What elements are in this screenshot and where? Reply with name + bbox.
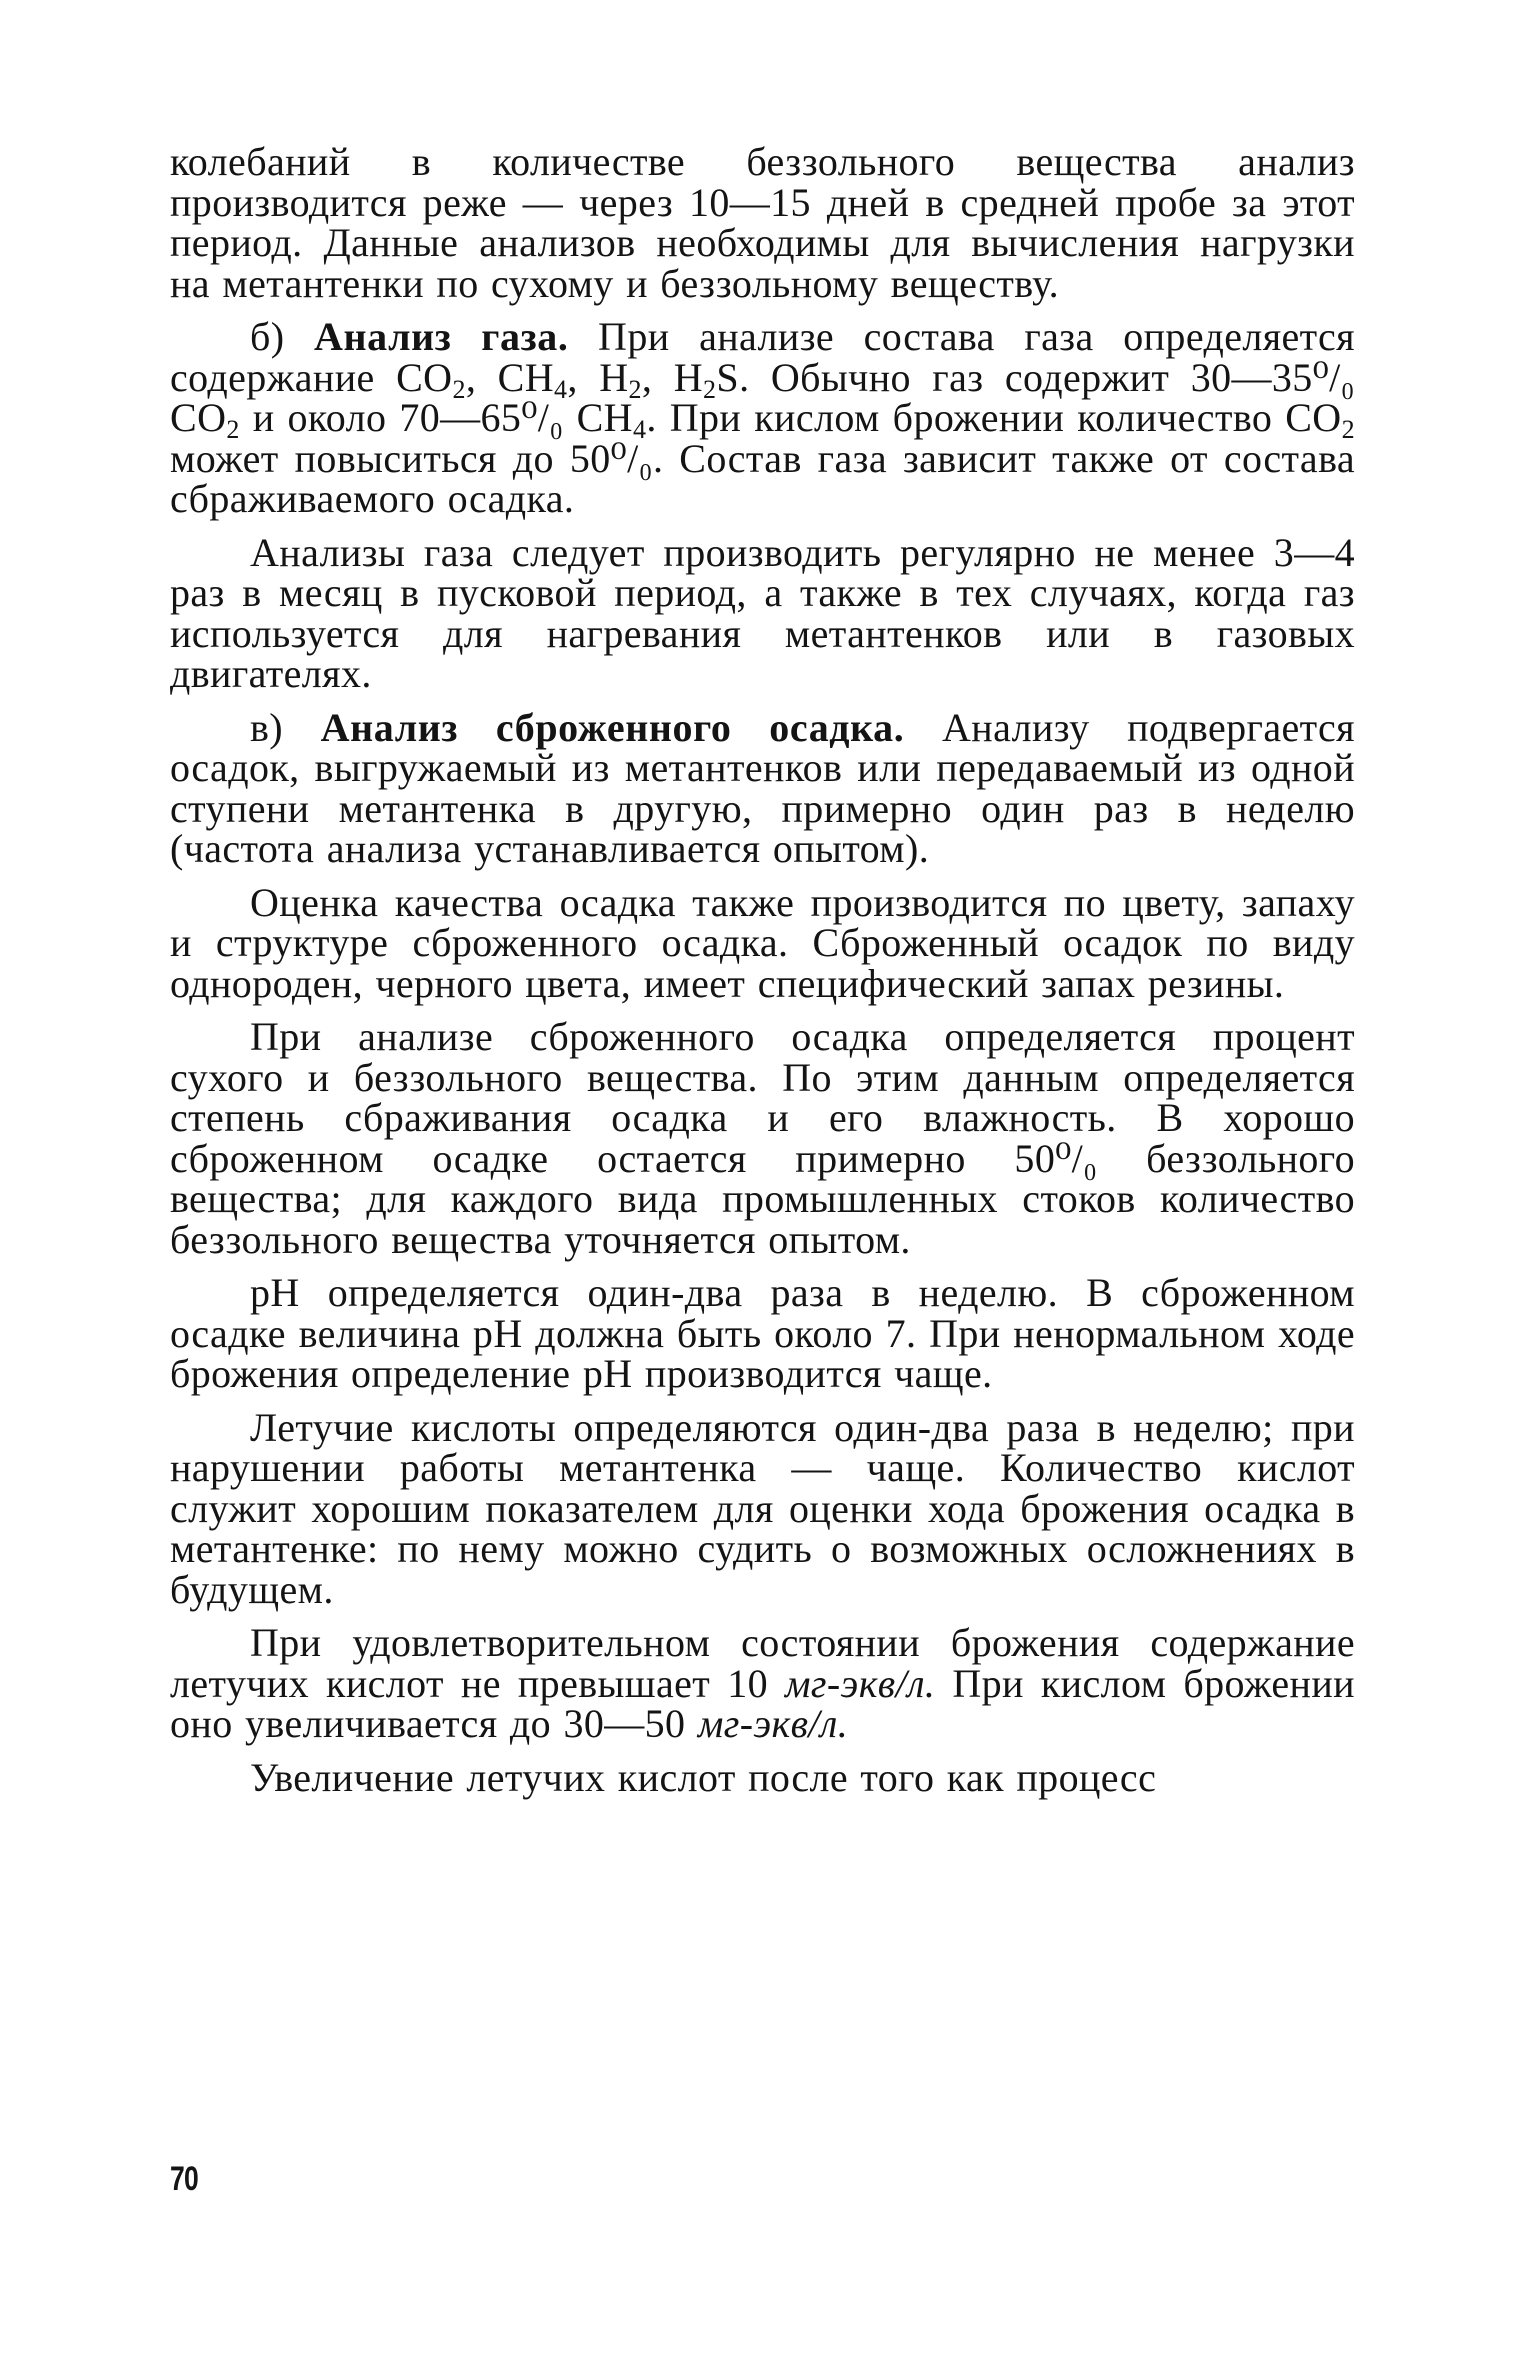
text-run: может повыситься до 50⁰/₀. Состав газа зависит также от состава сбраживаемого осадка. — [170, 435, 1355, 521]
subscript: 2 — [226, 415, 240, 444]
paragraph-digested-sludge-analysis — [170, 704, 1355, 871]
text-run: Анализу подвергается осадок, выгружаемый из метантенков или передаваемый из одной ступени метантенка в другую, примерно один раз в неделю (частота анализа устанавливается опытом). — [170, 704, 1355, 871]
text-run: Анализы газа следует производить регулярно не менее 3—4 раз в месяц в пусковой период, а также в тех случаях, когда газ используется для нагревания метантенков или в газовых двигателях. — [170, 529, 1355, 696]
subscript: 2 — [628, 374, 642, 404]
text-run: Оценка качества осадка также производится по цвету, запаху и структуре сброженного осадка. Сброженный осадок по виду однороден, черного цвета, имеет специфический запах резины. — [170, 879, 1355, 1006]
paragraph-ph — [170, 1270, 1355, 1396]
text-run: При анализе сброженного осадка определяется процент сухого и беззольного вещества. По этим данным определяется степень сбраживания осадка и его влажность. В хорошо сброженном осадке остается примерно 50⁰/₀ беззольного вещества; для каждого вида промышленных стоков количество беззольного вещества уточняется опытом. — [170, 1014, 1355, 1262]
text-run: . При кислом брожении количество CO — [646, 395, 1342, 440]
subscript: 2 — [452, 374, 466, 404]
text-run: и около 70—65⁰/₀ CH — [239, 395, 633, 440]
paragraph-5 — [170, 879, 1355, 1006]
unit-text: мг-экв/л. — [785, 1660, 936, 1706]
text-run: При удовлетворительном состоянии брожения содержание летучих кислот не превышает 10 — [170, 1620, 1355, 1706]
text-run: в) — [250, 704, 321, 750]
paragraph-volatile-acids — [170, 1404, 1355, 1612]
section-heading: Анализ сброженного осадка. — [320, 704, 905, 750]
section-heading: Анализ газа. — [314, 314, 569, 359]
page-number: 70 — [170, 2160, 198, 2198]
text-run: S. Обычно газ содержит 30—35⁰/₀ CO — [170, 354, 1355, 440]
text-run: , H — [567, 354, 629, 400]
paragraph-6 — [170, 1014, 1355, 1262]
text-run: б) — [250, 314, 315, 359]
text-run: Летучие кислоты определяются один-два раза в неделю; при нарушении работы метантенка — чаще. Количество кислот служит хорошим показателем для оценки хода брожения осадка в метантенке: по нему можно судить о возможных осложнениях в будущем. — [170, 1404, 1355, 1612]
subscript: 2 — [703, 374, 717, 404]
subscript: 4 — [632, 415, 647, 444]
subscript: 2 — [1341, 415, 1355, 444]
paragraph-10 — [170, 1754, 1355, 1800]
paragraph-1 — [170, 139, 1355, 306]
text-run: При анализе состава газа определяется содержание CO — [170, 314, 1355, 400]
subscript: 4 — [554, 374, 568, 404]
text-run: , CH — [465, 354, 555, 400]
unit-text: мг-экв/л. — [697, 1701, 849, 1746]
text-run: При кислом брожении оно увеличивается до 30—50 — [170, 1660, 1355, 1746]
paragraph-9 — [170, 1620, 1355, 1746]
page-body — [170, 139, 1355, 1811]
paragraph-3 — [170, 529, 1355, 696]
text-run: Увеличение летучих кислот после того как процесс — [250, 1754, 1157, 1800]
text-run: колебаний в количестве беззольного вещества анализ производится реже — через 10—15 дней в средней пробе за этот период. Данные анализов необходимы для вычисления нагрузки на метантенки по сухому и беззольному веществу. — [170, 139, 1355, 306]
text-run: pH определяется один-два раза в неделю. В сброженном осадке величина pH должна быть около 7. При ненормальном ходе брожения определение pH производится чаще. — [170, 1270, 1355, 1396]
paragraph-gas-analysis — [170, 314, 1355, 521]
text-run: , H — [641, 354, 704, 400]
